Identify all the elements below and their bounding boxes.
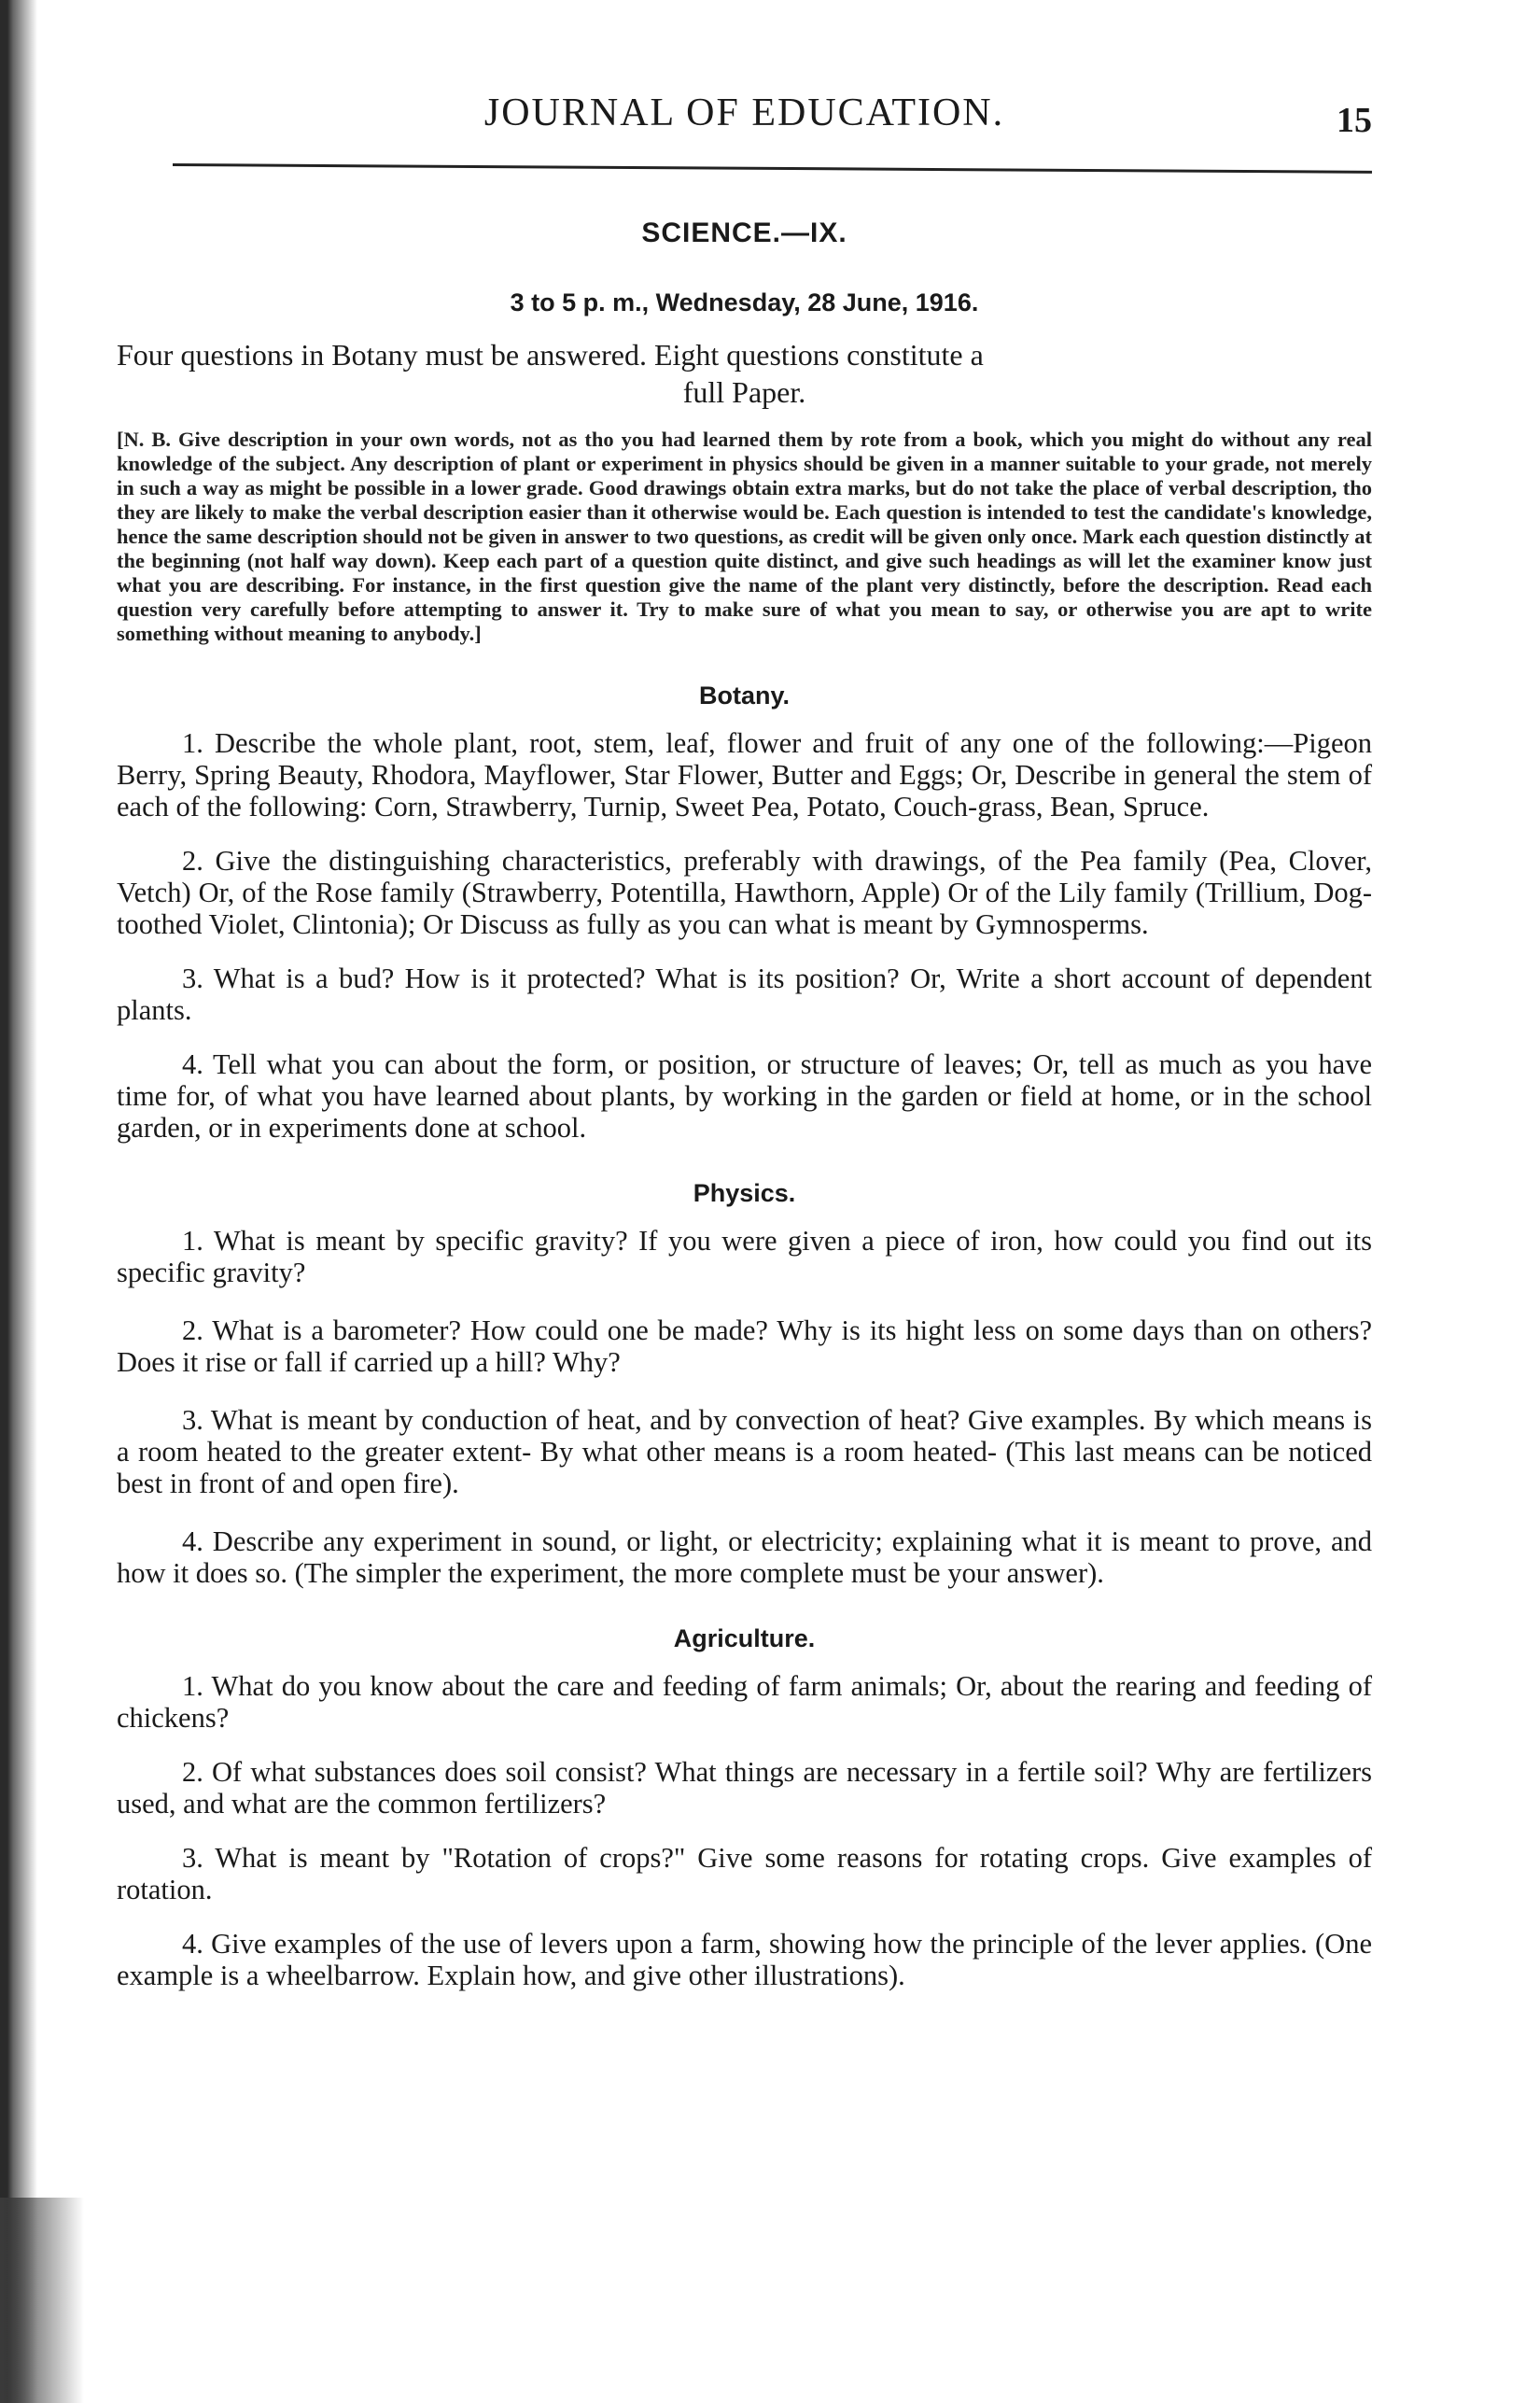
journal-title: JOURNAL OF EDUCATION. — [483, 91, 1005, 134]
exam-instructions — [117, 336, 1372, 411]
section-heading-botany: Botany. — [698, 682, 790, 710]
botany-question-3: 3. What is a bud? How is it protected? What is its position? Or, Write a short account of dependent plants. — [117, 963, 1372, 1026]
exam-time: 3 to 5 p. m., Wednesday, 28 June, 1916. — [510, 288, 979, 316]
page-number: 15 — [1337, 101, 1372, 140]
botany-question-1: 1. Describe the whole plant, root, stem, leaf, flower and fruit of any one of the following:—Pigeon Berry, Spring Beauty, Rhodora, Mayflower, Star Flower, Butter and Eggs; Or, Describe in general the stem of each of the following: Corn, Strawberry, Turnip, Sweet Pea, Potato, Couch-grass, Bean, Spruce. — [117, 727, 1372, 822]
scanned-page-edge — [0, 0, 37, 2403]
header-rule — [173, 163, 1372, 174]
physics-question-4: 4. Describe any experiment in sound, or light, or electricity; explaining what it is meant to prove, and how it does so. (The simpler the experiment, the more complete must be your answer). — [117, 1525, 1372, 1589]
exam-title: SCIENCE.—IX. — [641, 218, 847, 248]
scanned-page-shadow — [0, 2198, 84, 2403]
running-head — [117, 79, 1372, 154]
physics-question-3: 3. What is meant by conduction of heat, and by convection of heat? Give examples. By which means is a room heated to the greater extent- By what other means is a room heated- (This last means can be noticed best in front of and open fire). — [117, 1404, 1372, 1499]
botany-question-2: 2. Give the distinguishing characteristics, preferably with drawings, of the Pea family (Pea, Clover, Vetch) Or, of the Rose family (Strawberry, Potentilla, Hawthorn, Apple) Or of the Lily family (Trillium, Dog-toothed Violet, Clintonia); Or Discuss as fully as you can what is meant by Gymnosperms. — [117, 845, 1372, 940]
botany-question-4: 4. Tell what you can about the form, or position, or structure of leaves; Or, tell as much as you have time for, of what you have learned about plants, by working in the garden or field at home, or in the school garden, or in experiments done at school. — [117, 1048, 1372, 1144]
instruction-line-1: Four questions in Botany must be answered. Eight questions constitute a — [117, 338, 984, 372]
section-heading-physics: Physics. — [693, 1179, 796, 1207]
section-heading-agriculture: Agriculture. — [673, 1624, 816, 1652]
journal-page — [117, 79, 1372, 2014]
physics-question-1: 1. What is meant by specific gravity? If you were given a piece of iron, how could you find out its specific gravity? — [117, 1225, 1372, 1288]
physics-question-2: 2. What is a barometer? How could one be made? Why is its hight less on some days than on others? Does it rise or fall if carried up a hill? Why? — [117, 1314, 1372, 1378]
agriculture-question-2: 2. Of what substances does soil consist? What things are necessary in a fertile soil? Why are fertilizers used, and what are the common fertilizers? — [117, 1756, 1372, 1820]
agriculture-question-3: 3. What is meant by "Rotation of crops?" Give some reasons for rotating crops. Give examples of rotation. — [117, 1842, 1372, 1905]
agriculture-question-4: 4. Give examples of the use of levers upon a farm, showing how the principle of the lever applies. (One example is a wheelbarrow. Explain how, and give other illustrations). — [117, 1928, 1372, 1991]
agriculture-question-1: 1. What do you know about the care and feeding of farm animals; Or, about the rearing and feeding of chickens? — [117, 1670, 1372, 1734]
instruction-line-2: full Paper. — [682, 375, 806, 409]
exam-note: [N. B. Give description in your own words, not as tho you had learned them by rote from a book, which you might do without any real knowledge of the subject. Any description of plant or experiment in physics should be given in a manner suitable to your grade, not merely in such a way as might be possible in a lower grade. Good drawings obtain extra marks, but do not take the place of verbal description, tho they are likely to make the verbal description easier than it otherwise would be. Each question is intended to test the candidate's knowledge, hence the same description should not be given in answer to two questions, as credit will be given only once. Mark each question distinctly at the beginning (not half way down). Keep each part of a question quite distinct, and give such headings as will let the examiner know just what you are describing. For instance, in the first question give the name of the plant very distinctly, before the description. Read each question very carefully before attempting to answer it. Try to make sure of what you mean to say, or otherwise you are apt to write something without meaning to anybody.] — [117, 428, 1372, 645]
